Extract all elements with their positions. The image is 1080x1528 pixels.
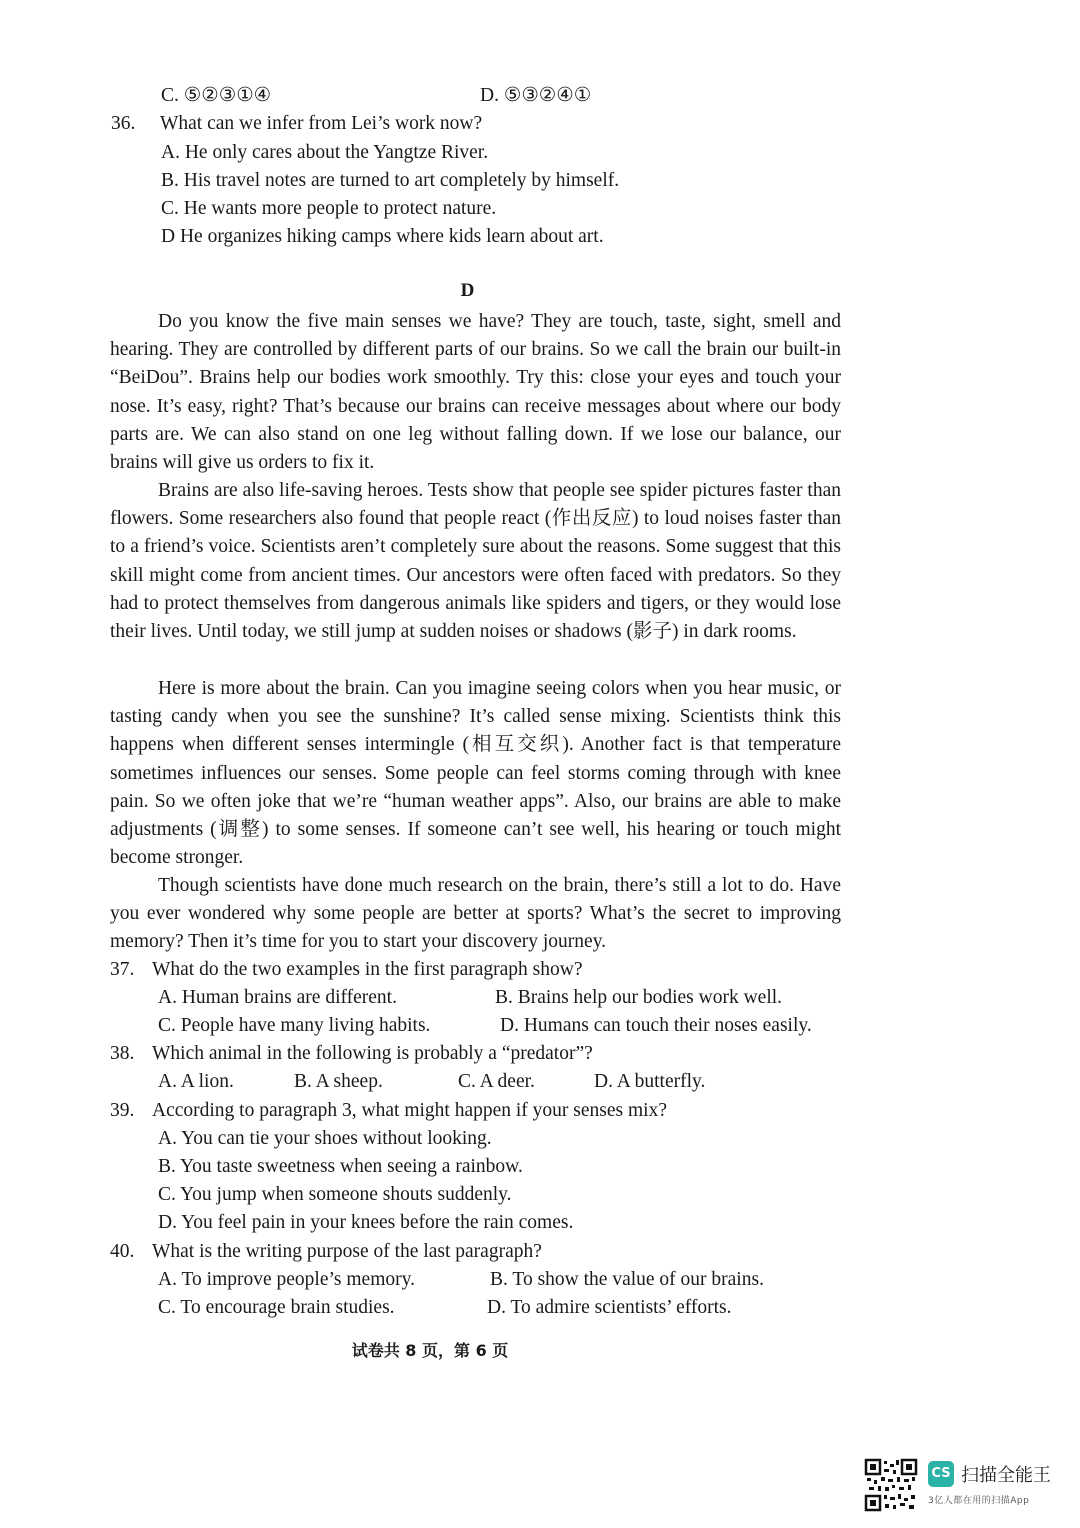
q38-option-b: B. A sheep. [294,1071,383,1092]
camscanner-logo: CS [928,1461,954,1487]
q40-option-b: B. To show the value of our brains. [490,1269,764,1290]
q38-option-d: D. A butterfly. [594,1071,706,1092]
passage-paragraph-3 [110,675,841,872]
q37-stem: What do the two examples in the first paragraph show? [152,959,583,980]
q36-option-c: C. He wants more people to protect nature. [161,198,497,219]
q35-option-d: D. ⑤③②④① [480,85,592,106]
passage-paragraph-2-text: Brains are also life-saving heroes. Tests show that people see spider pictures faster than flowers. Some researchers also found that people react (作出反应) to loud noises faster than to a friend’s voice. Scientists aren’t completely sure about the reasons. Some suggest that this skill might come from ancient times. Our ancestors were often faced with predators. So they had to protect themselves from dangerous animals like spiders and tigers, or they would lose their lives. Until today, we still jump at sudden noises or shadows (影子) in dark rooms. [110,480,841,643]
passage-paragraph-2 [110,477,841,646]
q38-number: 38. [110,1043,135,1064]
q39-option-c: C. You jump when someone shouts suddenly. [158,1184,512,1205]
q39-number: 39. [110,1100,135,1121]
q40-option-a: A. To improve people’s memory. [158,1269,415,1290]
passage-paragraph-4 [110,872,841,957]
q37-number: 37. [110,959,135,980]
q40-number: 40. [110,1241,135,1262]
q37-option-c: C. People have many living habits. [158,1015,431,1036]
q37-option-d: D. Humans can touch their noses easily. [500,1015,812,1036]
page-footer: 试卷共 8 页，第 6 页 [351,1341,509,1360]
section-heading: D [460,280,475,301]
q40-option-d: D. To admire scientists’ efforts. [487,1297,732,1318]
q38-option-a: A. A lion. [158,1071,234,1092]
q37-option-a: A. Human brains are different. [158,987,397,1008]
passage-paragraph-1 [110,308,841,477]
q39-option-a: A. You can tie your shoes without looking. [158,1128,492,1149]
q39-stem: According to paragraph 3, what might happen if your senses mix? [152,1100,667,1121]
q36-stem: What can we infer from Lei’s work now? [160,113,483,134]
passage-paragraph-3-text: Here is more about the brain. Can you imagine seeing colors when you hear music, or tasting candy when you see the sunshine? It’s called sense mixing. Scientists think this happens when different senses intermingle (相互交织). Another fact is that temperature sometimes influences our senses. Some people can feel storms coming through with knee pain. So we often joke that we’re “human weather apps”. Also, our brains are able to make adjustments (调整) to some senses. If someone can’t see well, his hearing or touch might become stronger. [110,678,841,869]
q36-option-d: D He organizes hiking camps where kids learn about art. [161,226,604,247]
q39-option-d: D. You feel pain in your knees before the rain comes. [158,1212,574,1233]
passage-paragraph-4-text: Though scientists have done much research on the brain, there’s still a lot to do. Have you ever wondered why some people are better at sports? What’s the secret to improving memory? Then it’s time for you to start your discovery journey. [110,875,841,953]
q38-option-c: C. A deer. [458,1071,535,1092]
q38-stem: Which animal in the following is probably a “predator”? [152,1043,593,1064]
qr-code-icon [864,1458,918,1512]
camscanner-app-name: 扫描全能王 [961,1465,1051,1486]
q37-option-b: B. Brains help our bodies work well. [495,987,783,1008]
q39-option-b: B. You taste sweetness when seeing a rainbow. [158,1156,523,1177]
q36-option-a: A. He only cares about the Yangtze River. [161,142,489,163]
q36-option-b: B. His travel notes are turned to art completely by himself. [161,170,620,191]
q35-option-c: C. ⑤②③①④ [161,85,272,106]
passage-paragraph-1-text: Do you know the five main senses we have? They are touch, taste, sight, smell and hearing. They are controlled by different parts of our brains. So we call the brain our built-in “BeiDou”. Brains help our bodies work smoothly. Try this: close your eyes and touch your nose. It’s easy, right? That’s because our brains can receive messages about where our body parts are. We can also stand on one leg without falling down. If we lose our balance, our brains will give us orders to fix it. [110,311,841,474]
q40-option-c: C. To encourage brain studies. [158,1297,395,1318]
q40-stem: What is the writing purpose of the last paragraph? [152,1241,542,1262]
camscanner-tagline: 3亿人都在用的扫描App [928,1496,1030,1506]
q36-number: 36. [111,113,136,134]
